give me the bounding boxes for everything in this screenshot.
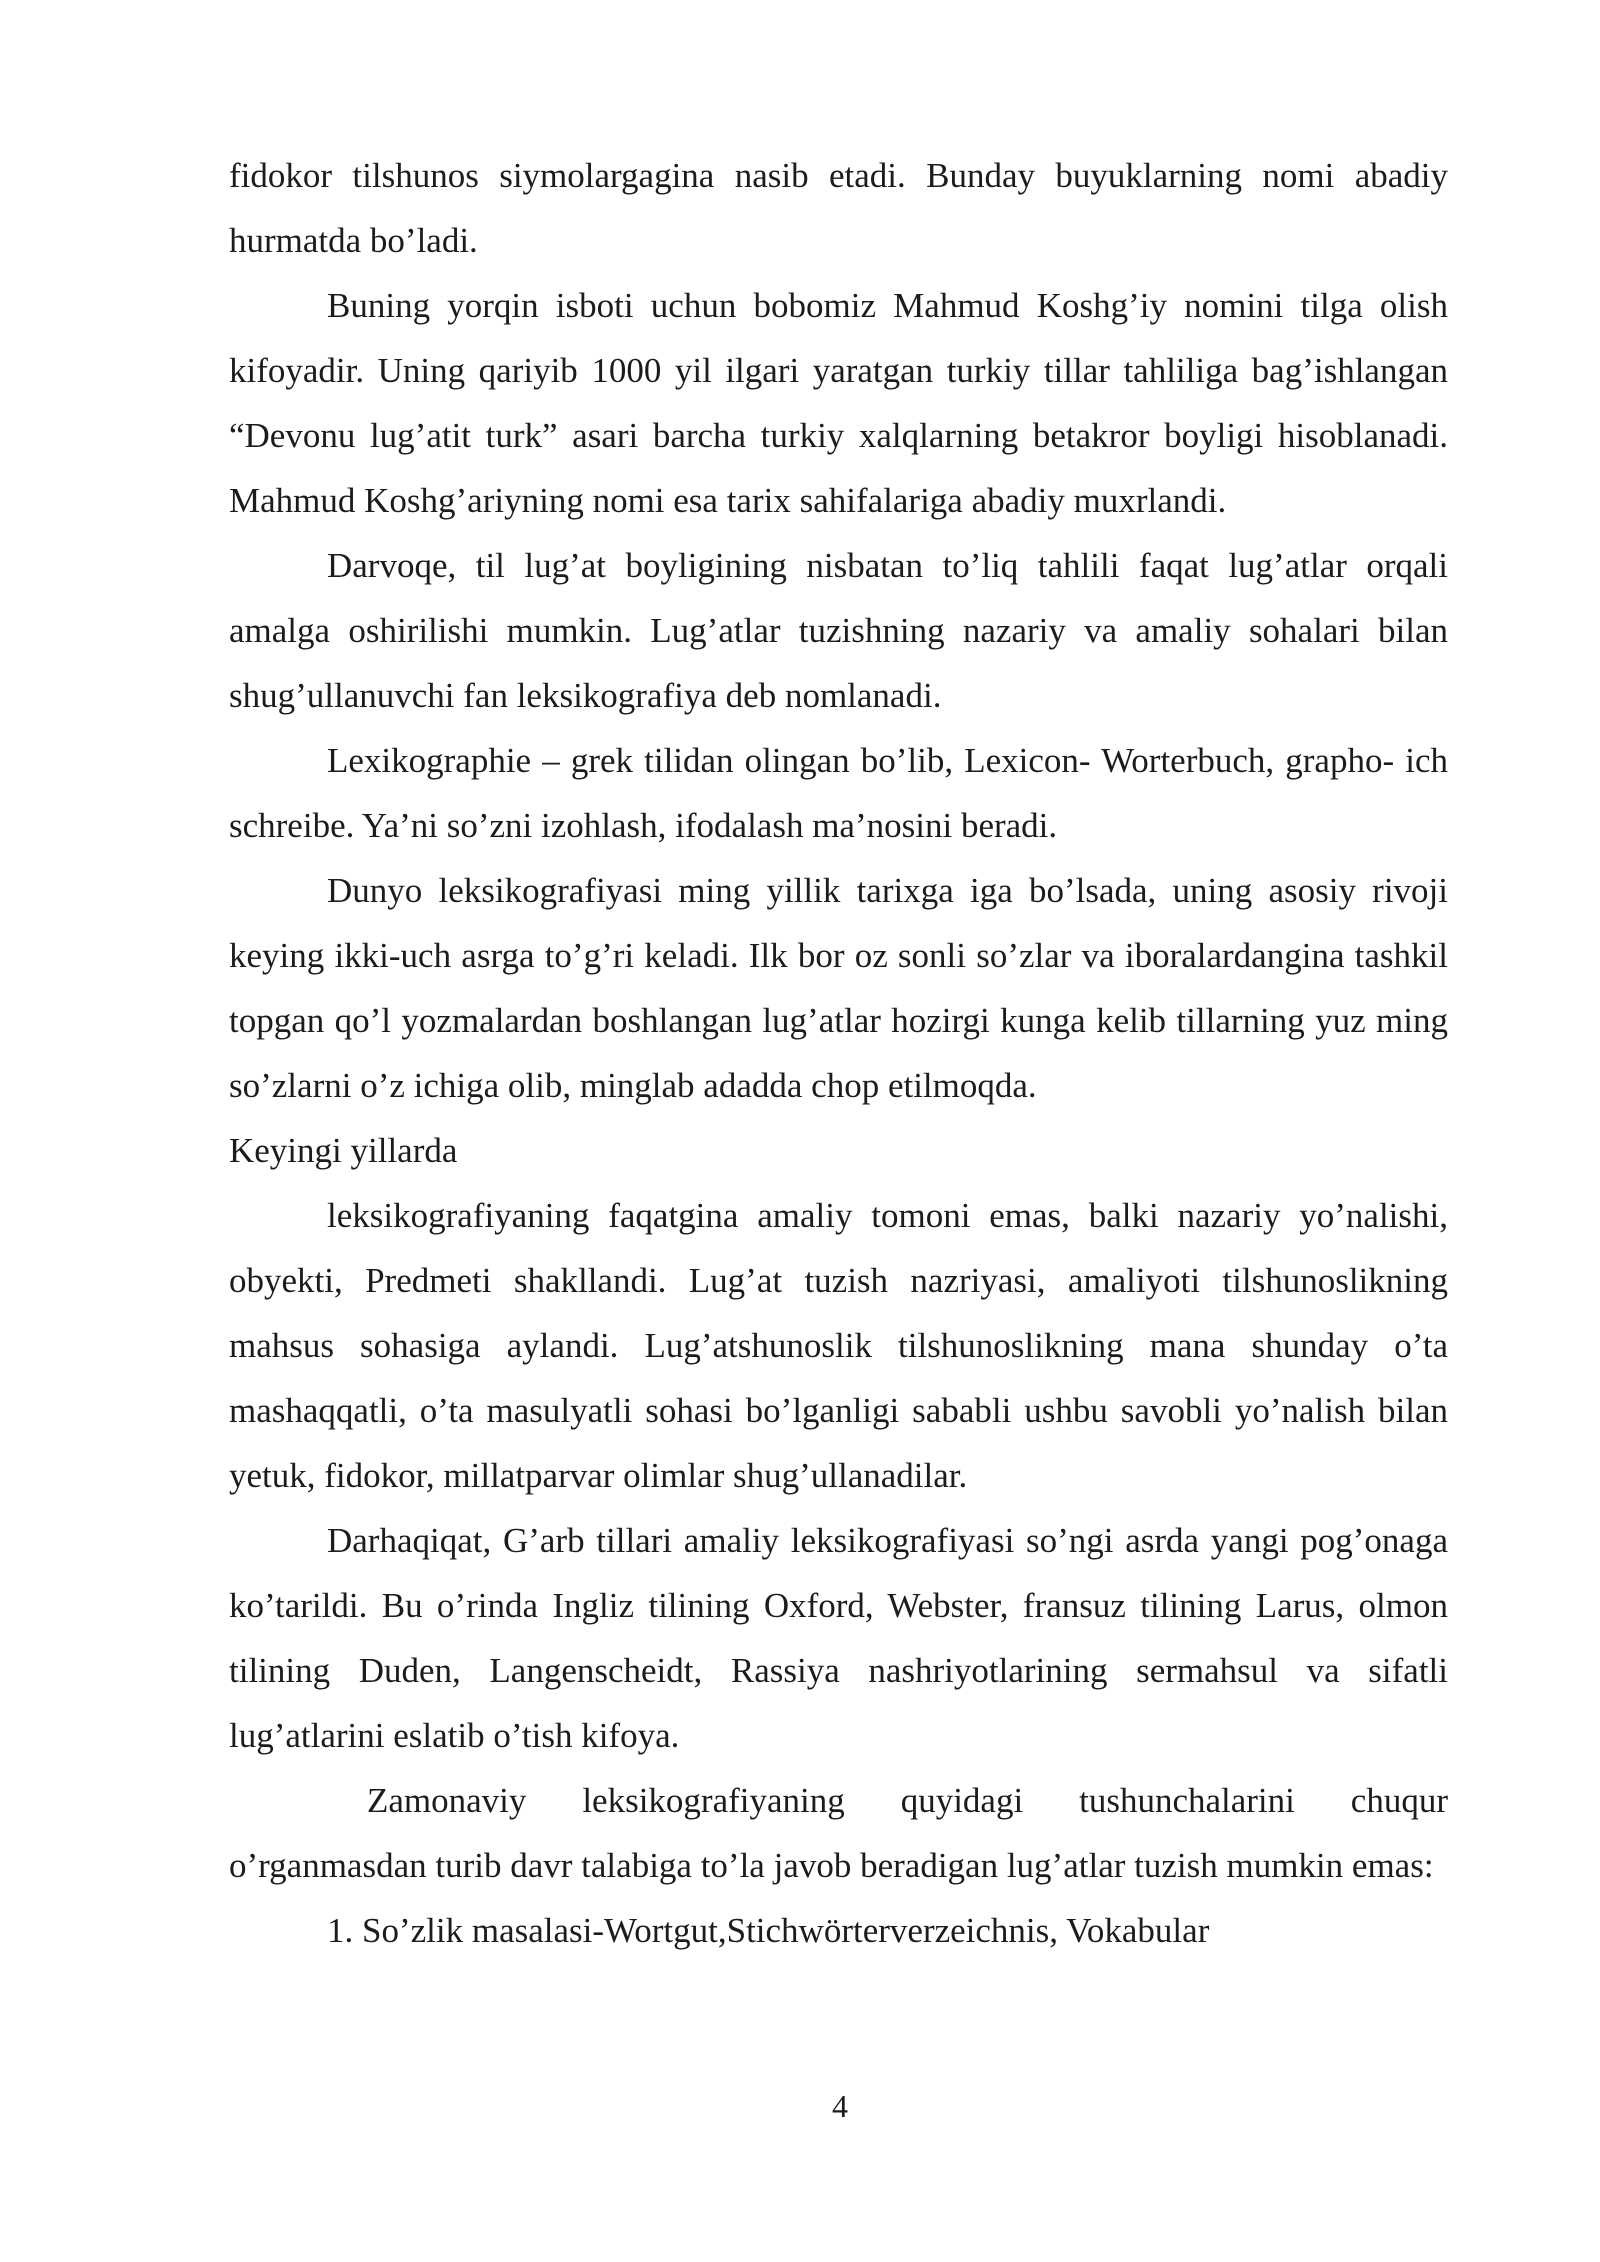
paragraph-continuation: fidokor tilshunos siymolargagina nasib etadi. Bunday buyuklarning nomi abadiy hurmatda bo’ladi. [229, 156, 1448, 260]
paragraph-dunyo-leksikografiyasi: Dunyo leksikografiyasi ming yillik tarixga iga bo’lsada, uning asosiy rivoji keying ikki-uch asrga to’g’ri keladi. Ilk bor oz sonli so’zlar va iboralardangina tashkil topgan qo’l yozmalardan boshlangan lug’atlar hozirgi kunga kelib tillarning yuz ming so’zlarni o’z ichiga olib, minglab adadda chop etilmoqda. [229, 871, 1448, 1105]
page-number: 4 [832, 2088, 848, 2124]
paragraph-leksikografiya: Darvoqe, til lug’at boyligining nisbatan to’liq tahlili faqat lug’atlar orqali amalga oshirilishi mumkin. Lug’atlar tuzishning nazariy va amaliy sohalari bilan shug’ullanuvchi fan leksikografiya deb nomlanadi. [229, 546, 1448, 715]
paragraph-koshgari: Buning yorqin isboti uchun bobomiz Mahmud Koshg’iy nomini tilga olish kifoyadir. Uning qariyib 1000 yil ilgari yaratgan turkiy tillar tahliliga bag’ishlangan “Devonu lug’atit turk” asari barcha turkiy xalqlarning betakror boyligi hisoblanadi. Mahmud Koshg’ariyning nomi esa tarix sahifalariga abadiy muxrlandi. [229, 286, 1448, 520]
paragraph-keyingi-yillarda: Keyingi yillarda [229, 1131, 458, 1170]
paragraph-zamonaviy: Zamonaviy leksikografiyaning quyidagi tushunchalarini chuqur o’rganmasdan turib davr talabiga to’la javob beradigan lug’atlar tuzish mumkin emas: [229, 1781, 1448, 1885]
paragraph-garb-tillari: Darhaqiqat, G’arb tillari amaliy leksikografiyasi so’ngi asrda yangi pog’onaga ko’tarildi. Bu o’rinda Ingliz tilining Oxford, Webster, fransuz tilining Larus, olmon tilining Duden, Langenscheidt, Rassiya nashriyotlarining sermahsul va sifatli lug’atlarini eslatib o’tish kifoya. [229, 1521, 1448, 1755]
list-item-sozlik: 1. So’zlik masalasi-Wortgut,Stichwörterverzeichnis, Vokabular [327, 1911, 1210, 1950]
body-text [229, 143, 1448, 1963]
paragraph-nazariy-yonalish: leksikografiyaning faqatgina amaliy tomoni emas, balki nazariy yo’nalishi, obyekti, Predmeti shakllandi. Lug’at tuzish nazriyasi, amaliyoti tilshunoslikning mahsus sohasiga aylandi. Lug’atshunoslik tilshunoslikning mana shunday o’ta mashaqqatli, o’ta masulyatli sohasi bo’lganligi sababli ushbu savobli yo’nalish bilan yetuk, fidokor, millatparvar olimlar shug’ullanadilar. [229, 1196, 1448, 1495]
paragraph-lexikographie: Lexikographie – grek tilidan olingan bo’lib, Lexicon- Worterbuch, grapho- ich schreibe. Ya’ni so’zni izohlash, ifodalash ma’nosini beradi. [229, 741, 1448, 845]
